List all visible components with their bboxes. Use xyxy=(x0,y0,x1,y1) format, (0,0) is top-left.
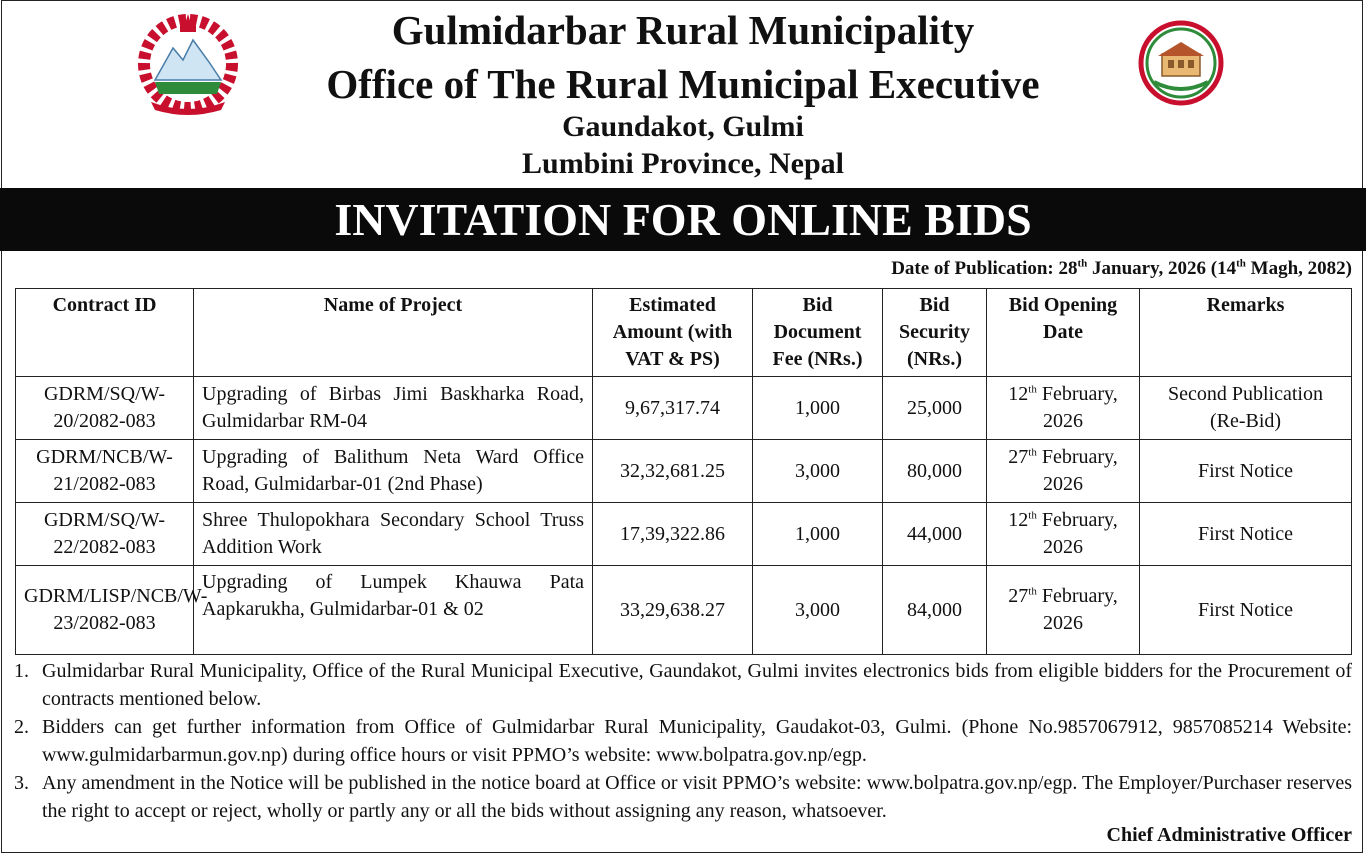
opening-date: 27th February, 2026 xyxy=(987,440,1140,503)
list-item: 1. Gulmidarbar Rural Municipality, Office of the Rural Municipal Executive, Gaundakot, Gulmi invites electronics bids from eligible bidders for the Procurement of contracts mentioned below. xyxy=(14,660,1352,710)
remarks: Second Publication (Re-Bid) xyxy=(1140,377,1352,440)
banner-title: INVITATION FOR ONLINE BIDS xyxy=(0,188,1366,251)
col-opening: Bid Opening Date xyxy=(987,289,1140,377)
contract-id: GDRM/LISP/NCB/W-23/2082-083 xyxy=(16,566,194,655)
table-row xyxy=(16,377,1352,440)
municipality-name: Gulmidarbar Rural Municipality xyxy=(391,7,975,53)
office-province: Lumbini Province, Nepal xyxy=(522,147,844,180)
col-security: Bid Security (NRs.) xyxy=(883,289,987,377)
contract-id: GDRM/SQ/W-22/2082-083 xyxy=(16,503,194,566)
office-address: Gaundakot, Gulmi xyxy=(562,110,804,143)
list-item: 3. Any amendment in the Notice will be published in the notice board at Office or visit PPMO’s website: www.bolpatra.gov.np/egp. The Employer/Purchaser reserves the right to accept or reject, wholly or partly any or all the bids without assigning any reason, whatsoever. xyxy=(14,772,1352,822)
col-contract-id: Contract ID xyxy=(16,289,194,377)
project-name: Upgrading of Balithum Neta Ward Office Road, Gulmidarbar-01 (2nd Phase) xyxy=(194,440,593,503)
bid-security: 80,000 xyxy=(883,440,987,503)
estimated-amount: 9,67,317.74 xyxy=(593,377,753,440)
publication-date: Date of Publication: 28th January, 2026 (14th Magh, 2082) xyxy=(891,257,1352,279)
opening-date: 27th February, 2026 xyxy=(987,566,1140,655)
opening-date: 12th February, 2026 xyxy=(987,377,1140,440)
bid-security: 25,000 xyxy=(883,377,987,440)
office-name: Office of The Rural Municipal Executive xyxy=(326,61,1040,107)
doc-fee: 3,000 xyxy=(753,566,883,655)
doc-fee: 3,000 xyxy=(753,440,883,503)
col-amount: Estimated Amount (with VAT & PS) xyxy=(593,289,753,377)
estimated-amount: 32,32,681.25 xyxy=(593,440,753,503)
remarks: First Notice xyxy=(1140,566,1352,655)
bid-security: 84,000 xyxy=(883,566,987,655)
table-header-row xyxy=(16,289,1352,377)
remarks: First Notice xyxy=(1140,440,1352,503)
project-name: Shree Thulopokhara Secondary School Truss Addition Work xyxy=(194,503,593,566)
col-remarks: Remarks xyxy=(1140,289,1352,377)
municipality-logo-icon xyxy=(1138,20,1224,106)
col-doc-fee: Bid Document Fee (NRs.) xyxy=(753,289,883,377)
table-row xyxy=(16,566,1352,655)
list-item: 2. Bidders can get further information from Office of Gulmidarbar Rural Municipality, Gaudakot-03, Gulmi. (Phone No.9857067912, 9857085214 Website: www.gulmidarbarmun.gov.np) during office hours or visit PPMO’s website: www.bolpatra.gov.np/egp. xyxy=(14,716,1352,766)
project-name: Upgrading of Lumpek Khauwa Pata Aapkarukha, Gulmidarbar-01 & 02 xyxy=(194,566,593,655)
doc-fee: 1,000 xyxy=(753,503,883,566)
table-row xyxy=(16,440,1352,503)
table-row xyxy=(16,503,1352,566)
project-name: Upgrading of Birbas Jimi Baskharka Road, Gulmidarbar RM-04 xyxy=(194,377,593,440)
estimated-amount: 17,39,322.86 xyxy=(593,503,753,566)
signoff: Chief Administrative Officer xyxy=(1106,824,1352,846)
bid-security: 44,000 xyxy=(883,503,987,566)
doc-fee: 1,000 xyxy=(753,377,883,440)
bids-table xyxy=(15,288,1352,655)
contract-id: GDRM/NCB/W-21/2082-083 xyxy=(16,440,194,503)
notice-header xyxy=(0,0,1366,188)
estimated-amount: 33,29,638.27 xyxy=(593,566,753,655)
contract-id: GDRM/SQ/W-20/2082-083 xyxy=(16,377,194,440)
notes-list xyxy=(14,657,1352,825)
remarks: First Notice xyxy=(1140,503,1352,566)
opening-date: 12th February, 2026 xyxy=(987,503,1140,566)
col-project: Name of Project xyxy=(194,289,593,377)
